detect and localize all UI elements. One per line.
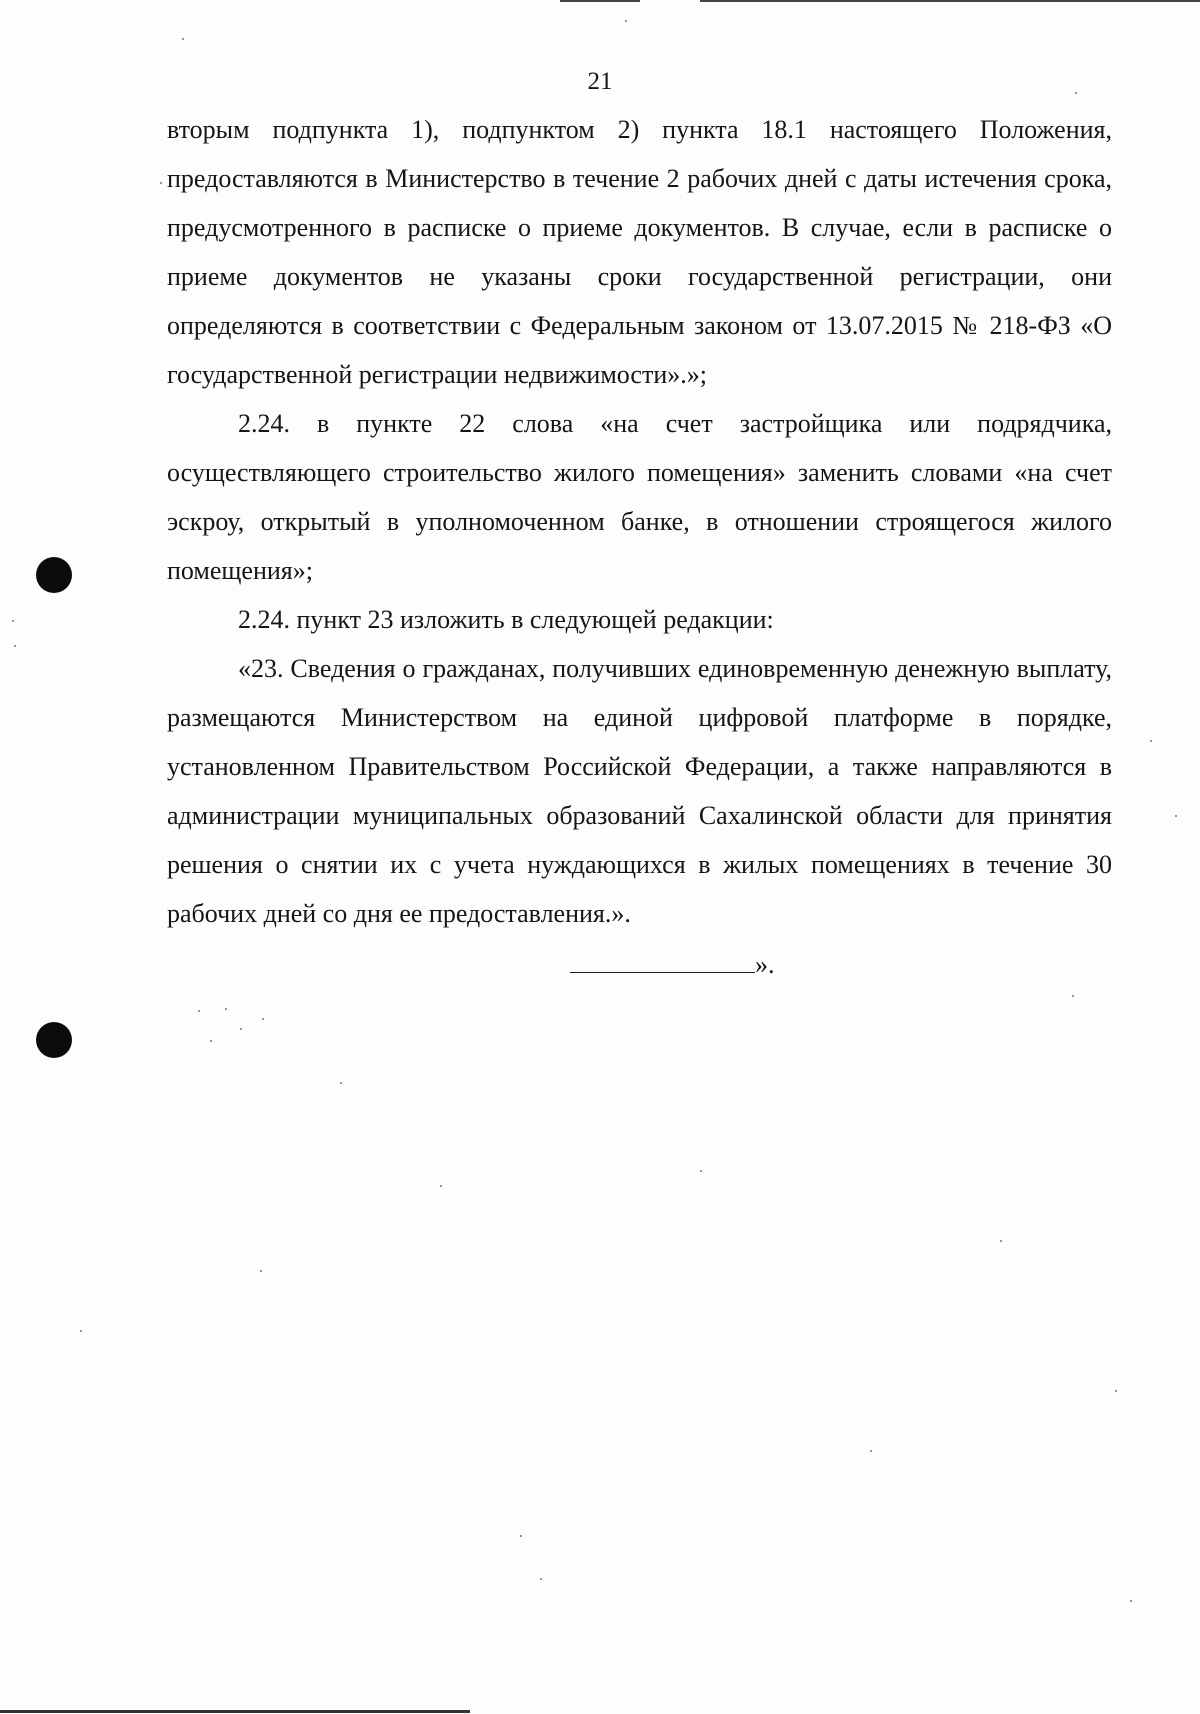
- scan-speck: [700, 1170, 702, 1172]
- scan-speck: [262, 1018, 264, 1020]
- scan-speck: [12, 620, 14, 622]
- punch-hole-icon: [36, 557, 72, 593]
- closing-quote: ».: [755, 950, 775, 979]
- paragraph-continuation: вторым подпункта 1), подпунктом 2) пункта 18.1 настоящего Положения, предоставляются в Министерство в течение 2 рабочих дней с даты истечения срока, предусмотренного в расписке о приеме документов. В случае, если в расписке о приеме документов не указаны сроки государственной регистрации, они определяются в соответствии с Федеральным законом от 13.07.2015 № 218-ФЗ «О государственной регистрации недвижимости».»;: [167, 115, 1112, 389]
- scan-speck: [240, 1028, 242, 1030]
- scan-speck: [870, 1450, 872, 1452]
- paragraph-2-24-item-23-intro: 2.24. пункт 23 изложить в следующей редакции:: [238, 605, 774, 634]
- scan-speck: [625, 20, 627, 22]
- scan-edge-line: [560, 0, 640, 2]
- scan-speck: [225, 1008, 227, 1010]
- paragraph-item-23-text: «23. Сведения о гражданах, получивших единовременную денежную выплату, размещаются Министерством на единой цифровой платформе в порядке, установленном Правительством Российской Федерации, а также направляются в администрации муниципальных образований Сахалинской области для принятия решения о снятии их с учета нуждающихся в жилых помещениях в течение 30 рабочих дней со дня ее предоставления.».: [167, 654, 1112, 928]
- scan-speck: [198, 1010, 200, 1012]
- scan-speck: [520, 1535, 522, 1537]
- scan-speck: [1150, 740, 1152, 742]
- scan-speck: [1075, 92, 1077, 94]
- scan-speck: [1175, 815, 1177, 817]
- scan-speck: [1130, 1600, 1132, 1602]
- scan-speck: [14, 645, 16, 647]
- scan-speck: [1115, 1390, 1117, 1392]
- paragraph-2-24-item-22: 2.24. в пункте 22 слова «на счет застройщика или подрядчика, осуществляющего строительство жилого помещения» заменить словами «на счет эскроу, открытый в уполномоченном банке, в отношении строящегося жилого помещения»;: [167, 409, 1112, 585]
- scan-speck: [440, 1185, 442, 1187]
- scan-speck: [1000, 1240, 1002, 1242]
- scan-speck: [340, 1082, 342, 1084]
- scan-edge-line: [0, 1710, 470, 1713]
- closing-mark: [570, 945, 775, 985]
- scan-speck: [160, 182, 162, 184]
- scan-edge-line: [700, 0, 1200, 2]
- scan-speck: [260, 1270, 262, 1272]
- body-text: [167, 105, 1112, 938]
- punch-hole-icon: [36, 1022, 72, 1058]
- closing-underline: [570, 948, 755, 973]
- scan-speck: [210, 1040, 212, 1042]
- page-number: 21: [587, 68, 613, 95]
- scan-speck: [540, 1578, 542, 1580]
- scan-speck: [182, 38, 184, 40]
- scan-speck: [80, 1330, 82, 1332]
- scan-speck: [1072, 995, 1074, 997]
